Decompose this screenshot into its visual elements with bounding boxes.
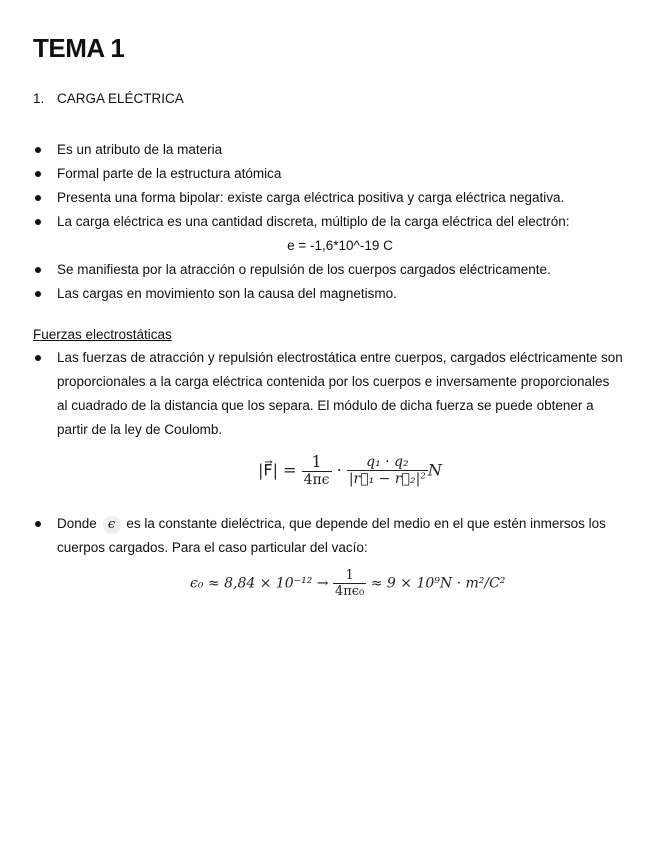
list-item: Formal parte de la estructura atómica [33,162,623,186]
fraction-numerator: 1 [333,568,366,584]
electron-charge-value: e = -1,6*10^-19 C [287,238,393,253]
formula-unit: N [427,460,442,480]
list-item: La carga eléctrica es una cantidad discreta, múltiplo de la carga eléctrica del electrón: [33,210,623,234]
fraction-denominator: 4πϵ₀ [334,584,365,599]
vacuum-permittivity-formula [190,568,505,599]
subsection-heading: Fuerzas electrostáticas [33,327,172,342]
fraction-denominator: |r⃗₁ − r⃗₂|² [348,470,426,487]
formula-lhs: |F⃗| = [258,460,297,480]
list-item: Presenta una forma bipolar: existe carga eléctrica positiva y carga eléctrica negativa. [33,186,623,210]
coulomb-law-formula [258,452,442,488]
formula-dot: · [336,460,342,480]
dielectric-paragraph-block [33,512,623,560]
dielectric-text: es la constante dieléctrica, que depende del medio en el que estén inmersos los cuerpos cargados. Para el caso particular del vacío: [57,516,606,555]
dielectric-paragraph [33,512,623,560]
list-item: Es un atributo de la materia [33,138,623,162]
list-item: Las cargas en movimiento son la causa del magnetismo. [33,282,623,306]
section-heading [33,91,184,106]
coulomb-paragraph-block [33,346,623,442]
section-label: CARGA ELÉCTRICA [57,91,184,106]
formula-rhs: ≈ 9 × 10⁹N · m²/C² [370,575,506,592]
list-item: Se manifiesta por la atracción o repulsión de los cuerpos cargados eléctricamente. [33,258,623,282]
section-number: 1. [33,91,45,106]
page-title: TEMA 1 [33,33,125,63]
formula-lhs: ϵ₀ ≈ 8,84 × 10⁻¹² → [190,575,329,592]
epsilon-symbol: ϵ [103,516,121,534]
fraction-charges [347,454,428,487]
coulomb-paragraph: Las fuerzas de atracción y repulsión electrostática entre cuerpos, cargados eléctricamente son proporcionales a la carga eléctrica contenida por los cuerpos e inversamente proporcionales al cuadrado de la distancia que los separa. El módulo de dicha fuerza se puede obtener a partir de la ley de Coulomb. [33,346,623,442]
charge-properties-list [33,138,623,306]
fraction-constant [302,452,332,488]
fraction-numerator: q₁ · q₂ [347,454,428,471]
fraction-vacuum [333,568,366,599]
fraction-denominator: 4πϵ [303,472,330,488]
fraction-numerator: 1 [302,452,332,472]
donde-word: Donde [57,516,97,531]
